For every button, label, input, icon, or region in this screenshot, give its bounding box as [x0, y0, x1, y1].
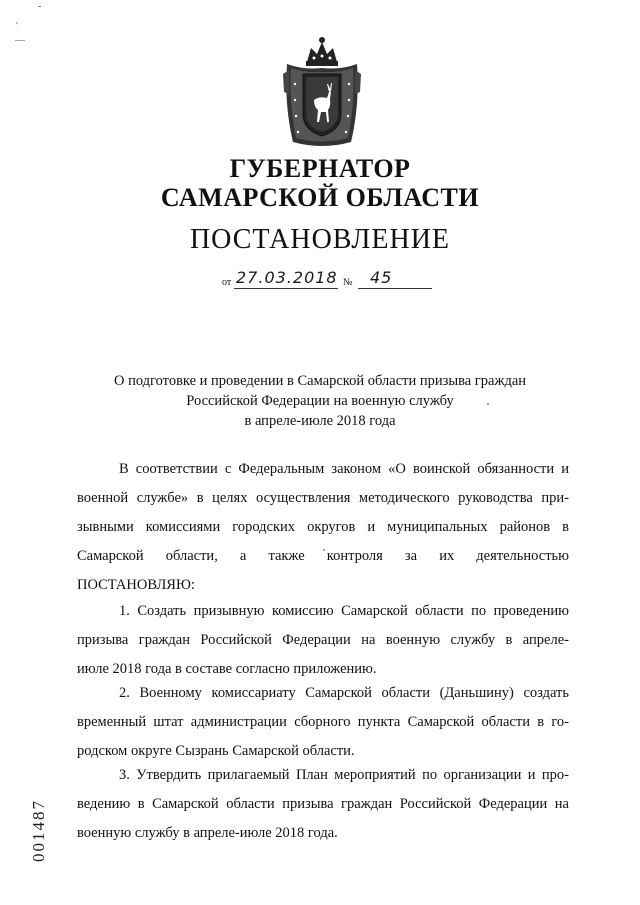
decree-item-1 — [77, 597, 569, 684]
text-line: зывными комиссиями городских округов и муниципальных районов в — [77, 519, 569, 535]
text-line: 1. Создать призывную комиссию Самарской области по проведению — [119, 603, 569, 619]
text-line: военной службе» в целях осуществления методического руководства при- — [77, 490, 569, 506]
date-underline — [234, 288, 338, 289]
number-label: № — [343, 277, 353, 288]
text-line: 2. Военному комиссариату Самарской области (Даньшину) создать — [119, 685, 569, 701]
authority-title-line2: САМАРСКОЙ ОБЛАСТИ — [160, 183, 480, 212]
text-line: военную службу в апреле-июле 2018 года. — [77, 825, 338, 841]
preamble-paragraph — [77, 455, 569, 600]
registration-stamp-number: 001487 — [29, 799, 48, 862]
document-type: ПОСТАНОВЛЕНИЕ — [189, 224, 451, 255]
text-line: В соответствии с Федеральным законом «О воинской обязанности и — [119, 461, 569, 477]
subject-line: в апреле-июле 2018 года — [244, 413, 396, 429]
scan-mark: - — [38, 1, 42, 12]
from-label: от — [222, 277, 232, 288]
scan-mark: — — [15, 35, 25, 46]
decree-item-2 — [77, 679, 569, 766]
coat-of-arms-icon — [281, 34, 363, 150]
text-line: Самарской области, а также контроля за их деятельностью — [77, 548, 569, 564]
scan-mark: ' — [16, 21, 18, 32]
authority-title-line1: ГУБЕРНАТОР — [229, 154, 411, 183]
date-number-line — [222, 266, 442, 292]
decree-item-3 — [77, 761, 569, 848]
subject-line: О подготовке и проведении в Самарской области призыва граждан — [113, 373, 527, 389]
handwritten-number: 45 — [370, 268, 393, 287]
number-underline — [358, 288, 432, 289]
scan-speck — [487, 403, 489, 405]
document-subject — [60, 371, 580, 431]
text-line: ведению в Самарской области призыва граждан Российской Федерации на — [77, 796, 569, 812]
text-line: июле 2018 года в составе согласно приложению. — [77, 661, 377, 677]
subject-line: Российской Федерации на военную службу — [186, 393, 454, 409]
handwritten-date: 27.03.2018 — [236, 268, 338, 287]
decree-word: ПОСТАНОВЛЯЮ: — [77, 577, 195, 593]
text-line: временный штат администрации сборного пункта Самарской области в го- — [77, 714, 569, 730]
text-line: призыва граждан Российской Федерации на военную службу в апреле- — [77, 632, 569, 648]
text-line: 3. Утвердить прилагаемый План мероприятий по организации и про- — [119, 767, 569, 783]
text-line: родском округе Сызрань Самарской области. — [77, 743, 355, 759]
